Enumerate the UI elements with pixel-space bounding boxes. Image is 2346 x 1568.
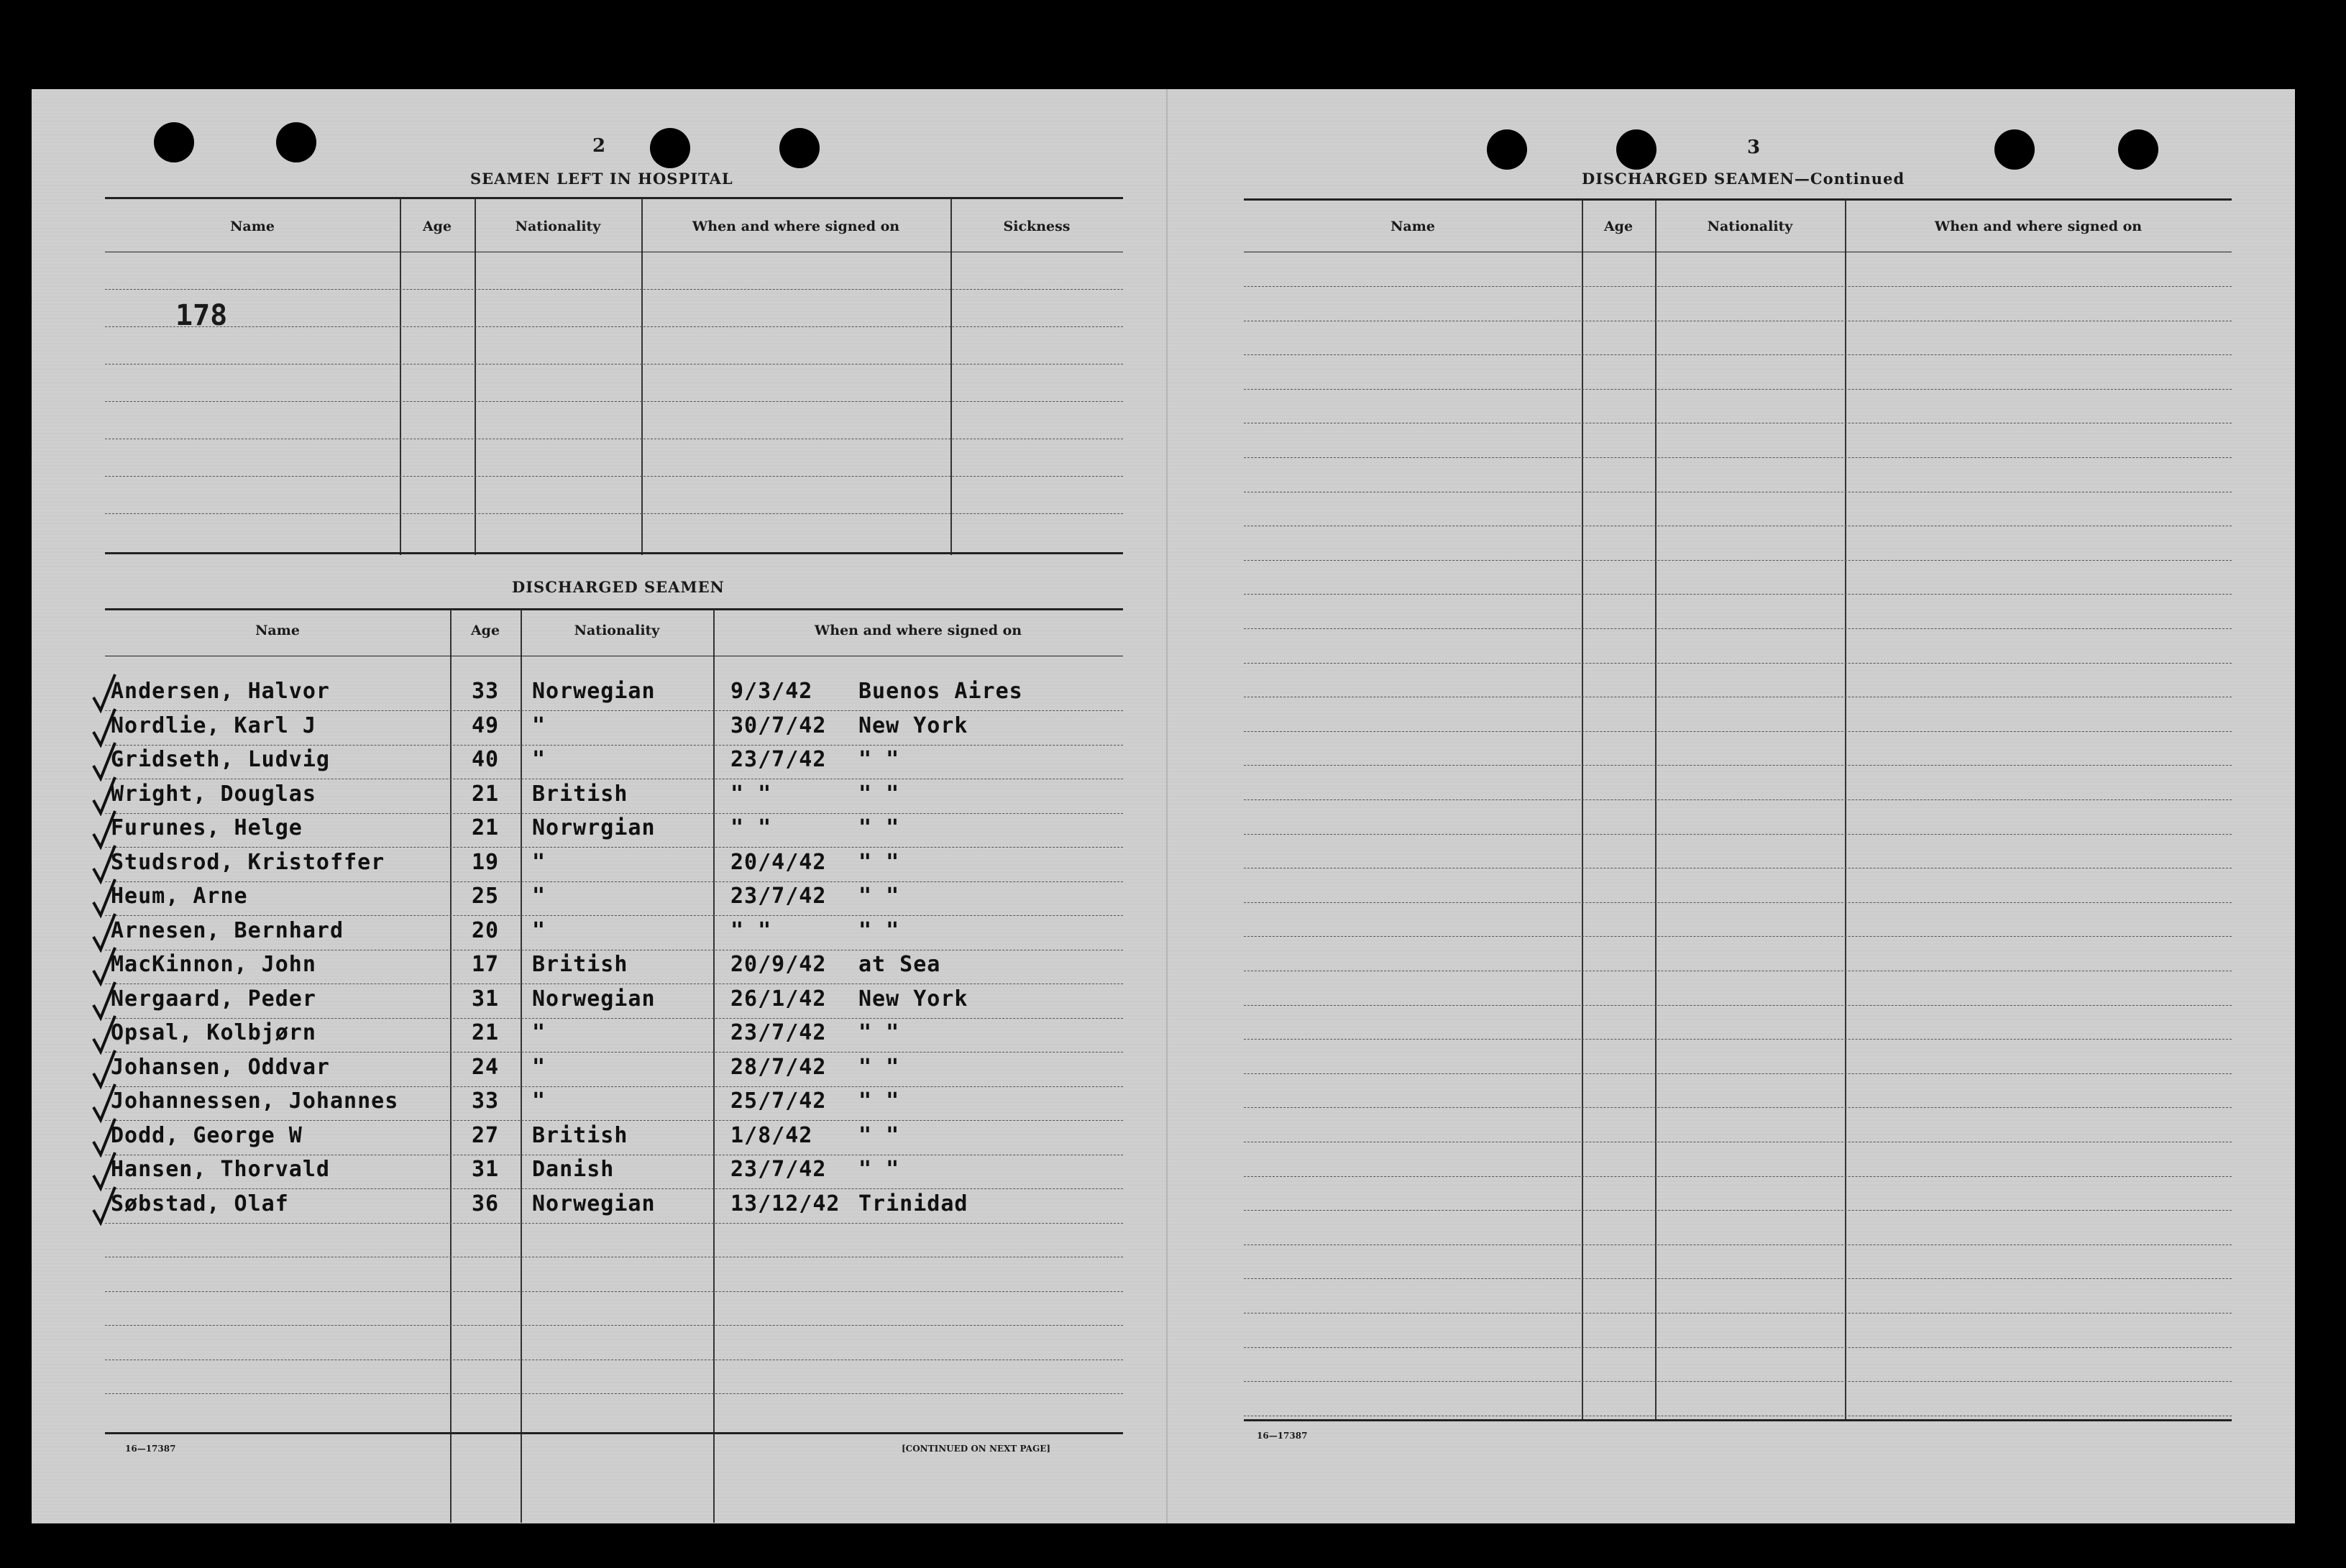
seaman-age: 40 (471, 747, 500, 772)
column-header-signed-on: When and where signed on (1934, 219, 2143, 234)
seaman-nationality: British (532, 1122, 628, 1148)
signed-on-place: " " (858, 1157, 900, 1182)
signed-on-date: " " (730, 917, 772, 943)
row-rule (1244, 1039, 2232, 1040)
row-rule (1244, 1073, 2232, 1074)
signed-on-date: 1/8/42 (730, 1122, 813, 1148)
hospital-section-title: SEAMEN LEFT IN HOSPITAL (470, 170, 733, 188)
seaman-age: 31 (471, 1157, 500, 1182)
handwritten-mark: 178 (175, 299, 228, 332)
row-rule (1244, 1176, 2232, 1177)
signed-on-date: 23/7/42 (730, 884, 827, 909)
signed-on-place: " " (858, 1020, 900, 1045)
seaman-age: 36 (471, 1191, 500, 1216)
row-rule (105, 1018, 1123, 1019)
signed-on-place: Trinidad (858, 1191, 968, 1216)
signed-on-date: 23/7/42 (730, 1020, 827, 1045)
row-rule (105, 1325, 1123, 1326)
row-rule (1244, 1278, 2232, 1279)
seaman-age: 49 (471, 712, 500, 738)
seaman-age: 17 (471, 952, 500, 977)
row-rule (105, 1188, 1123, 1189)
seaman-age: 33 (471, 679, 500, 704)
row-rule (1244, 594, 2232, 595)
discharged-section-title: DISCHARGED SEAMEN (512, 578, 725, 596)
signed-on-place: Buenos Aires (858, 679, 1023, 704)
seaman-name: Gridseth, Ludvig (111, 747, 330, 772)
seaman-age: 31 (471, 986, 500, 1012)
row-rule (105, 1291, 1123, 1292)
signed-on-place: " " (858, 781, 900, 807)
signed-on-date: 23/7/42 (730, 747, 827, 772)
column-header-signed-on: When and where signed on (814, 623, 1022, 638)
signed-on-place: " " (858, 849, 900, 875)
column-header-name: Name (255, 623, 300, 638)
row-rule (105, 1052, 1123, 1053)
signed-on-place: " " (858, 1122, 900, 1148)
seaman-name: Søbstad, Olaf (111, 1191, 289, 1216)
column-divider (713, 610, 715, 1523)
seaman-name: Opsal, Kolbjørn (111, 1020, 316, 1045)
form-number: 16—17387 (125, 1444, 176, 1454)
seaman-nationality: " (532, 1088, 546, 1114)
signed-on-place: " " (858, 1088, 900, 1114)
row-rule (1244, 457, 2232, 458)
row-rule (1244, 560, 2232, 561)
signed-on-date: 20/9/42 (730, 952, 827, 977)
row-rule (105, 847, 1123, 848)
column-header-age: Age (470, 623, 500, 638)
seaman-name: Furunes, Helge (111, 815, 303, 840)
seaman-name: Heum, Arne (111, 884, 248, 909)
seaman-nationality: Norwrgian (532, 815, 656, 840)
page-number: 3 (1747, 137, 1761, 158)
seaman-name: Dodd, George W (111, 1122, 303, 1148)
signed-on-date: " " (730, 781, 772, 807)
signed-on-place: " " (858, 884, 900, 909)
row-rule (105, 513, 1123, 514)
table-rule (105, 608, 1123, 610)
signed-on-place: " " (858, 747, 900, 772)
seaman-nationality: " (532, 849, 546, 875)
row-rule (1244, 902, 2232, 903)
seaman-name: Wright, Douglas (111, 781, 316, 807)
seaman-nationality: " (532, 1054, 546, 1080)
signed-on-date: 25/7/42 (730, 1088, 827, 1114)
seaman-age: 20 (471, 917, 500, 943)
seaman-nationality: Norwegian (532, 986, 656, 1012)
row-rule (105, 813, 1123, 814)
signed-on-date: 20/4/42 (730, 849, 827, 875)
seaman-nationality: Danish (532, 1157, 615, 1182)
signed-on-place: " " (858, 1054, 900, 1080)
page-number: 2 (592, 135, 606, 157)
seaman-name: Nergaard, Peder (111, 986, 316, 1012)
row-rule (105, 364, 1123, 365)
seaman-age: 24 (471, 1054, 500, 1080)
row-rule (105, 881, 1123, 882)
table-rule (105, 197, 1123, 199)
seaman-age: 21 (471, 781, 500, 807)
table-rule (1244, 1419, 2232, 1421)
seaman-name: Arnesen, Bernhard (111, 917, 344, 943)
signed-on-date: 26/1/42 (730, 986, 827, 1012)
column-header-nationality: Nationality (574, 623, 660, 638)
seaman-name: Johansen, Oddvar (111, 1054, 330, 1080)
binder-hole (1487, 129, 1527, 170)
row-rule (105, 710, 1123, 711)
column-divider (1845, 200, 1846, 1421)
row-rule (1244, 286, 2232, 287)
seaman-name: Studsrod, Kristoffer (111, 849, 385, 875)
row-rule (105, 476, 1123, 477)
row-rule (1244, 1210, 2232, 1211)
signed-on-date: 13/12/42 (730, 1191, 840, 1216)
column-header-name: Name (1390, 219, 1435, 234)
continued-note: [CONTINUED ON NEXT PAGE] (902, 1444, 1051, 1454)
binder-hole (1616, 129, 1657, 170)
seaman-name: Johannessen, Johannes (111, 1088, 399, 1114)
table-rule (1244, 198, 2232, 201)
table-rule (105, 1432, 1123, 1434)
binder-hole (154, 122, 194, 162)
row-rule (1244, 1005, 2232, 1006)
row-rule (1244, 1381, 2232, 1382)
signed-on-place: " " (858, 815, 900, 840)
signed-on-date: 23/7/42 (730, 1157, 827, 1182)
seaman-nationality: " (532, 1020, 546, 1045)
row-rule (105, 745, 1123, 746)
seaman-age: 27 (471, 1122, 500, 1148)
signed-on-date: 9/3/42 (730, 679, 813, 704)
seaman-nationality: " (532, 712, 546, 738)
row-rule (1244, 834, 2232, 835)
signed-on-place: " " (858, 917, 900, 943)
column-header-age: Age (1603, 219, 1634, 234)
column-header-age: Age (422, 219, 452, 234)
signed-on-date: " " (730, 815, 772, 840)
seaman-name: Hansen, Thorvald (111, 1157, 330, 1182)
signed-on-date: 28/7/42 (730, 1054, 827, 1080)
binder-hole (779, 128, 820, 168)
row-rule (1244, 799, 2232, 800)
binder-hole (1994, 129, 2035, 170)
row-rule (1244, 354, 2232, 355)
row-rule (105, 1223, 1123, 1224)
seaman-name: Nordlie, Karl J (111, 712, 316, 738)
signed-on-date: 30/7/42 (730, 712, 827, 738)
row-rule (1244, 936, 2232, 937)
seaman-nationality: " (532, 917, 546, 943)
binder-hole (276, 122, 316, 162)
row-rule (105, 1393, 1123, 1394)
column-header-nationality: Nationality (1707, 219, 1793, 234)
seaman-nationality: " (532, 747, 546, 772)
row-rule (1244, 1107, 2232, 1108)
seaman-nationality: British (532, 952, 628, 977)
left-page (32, 89, 1166, 1523)
seaman-name: Andersen, Halvor (111, 679, 330, 704)
form-number: 16—17387 (1257, 1431, 1308, 1441)
column-divider (1582, 200, 1583, 1421)
row-rule (105, 1120, 1123, 1121)
binder-hole (2118, 129, 2158, 170)
row-rule (1244, 1347, 2232, 1348)
seaman-age: 21 (471, 1020, 500, 1045)
seaman-nationality: Norwegian (532, 1191, 656, 1216)
check-mark-icon (91, 1186, 119, 1226)
row-rule (105, 326, 1123, 327)
seaman-age: 25 (471, 884, 500, 909)
seaman-nationality: British (532, 781, 628, 807)
row-rule (1244, 663, 2232, 664)
column-header-nationality: Nationality (515, 219, 601, 234)
column-divider (1655, 200, 1657, 1421)
signed-on-place: at Sea (858, 952, 941, 977)
column-divider (521, 610, 522, 1523)
signed-on-place: New York (858, 712, 968, 738)
row-rule (105, 915, 1123, 916)
column-header-signed-on: When and where signed on (692, 219, 900, 234)
seaman-nationality: " (532, 884, 546, 909)
seaman-name: MacKinnon, John (111, 952, 316, 977)
row-rule (105, 1086, 1123, 1087)
row-rule (1244, 1244, 2232, 1245)
column-header-sickness: Sickness (1003, 219, 1071, 234)
row-rule (1244, 765, 2232, 766)
column-header-name: Name (230, 219, 275, 234)
right-page (1166, 89, 2295, 1523)
row-rule (105, 401, 1123, 402)
right-page-title: DISCHARGED SEAMEN—Continued (1582, 170, 1905, 188)
row-rule (105, 289, 1123, 290)
seaman-age: 21 (471, 815, 500, 840)
seaman-age: 33 (471, 1088, 500, 1114)
seaman-age: 19 (471, 849, 500, 875)
row-rule (1244, 389, 2232, 390)
seaman-nationality: Norwegian (532, 679, 656, 704)
row-rule (1244, 731, 2232, 732)
row-rule (1244, 628, 2232, 629)
signed-on-place: New York (858, 986, 968, 1012)
table-rule (105, 552, 1123, 554)
binder-hole (650, 128, 690, 168)
